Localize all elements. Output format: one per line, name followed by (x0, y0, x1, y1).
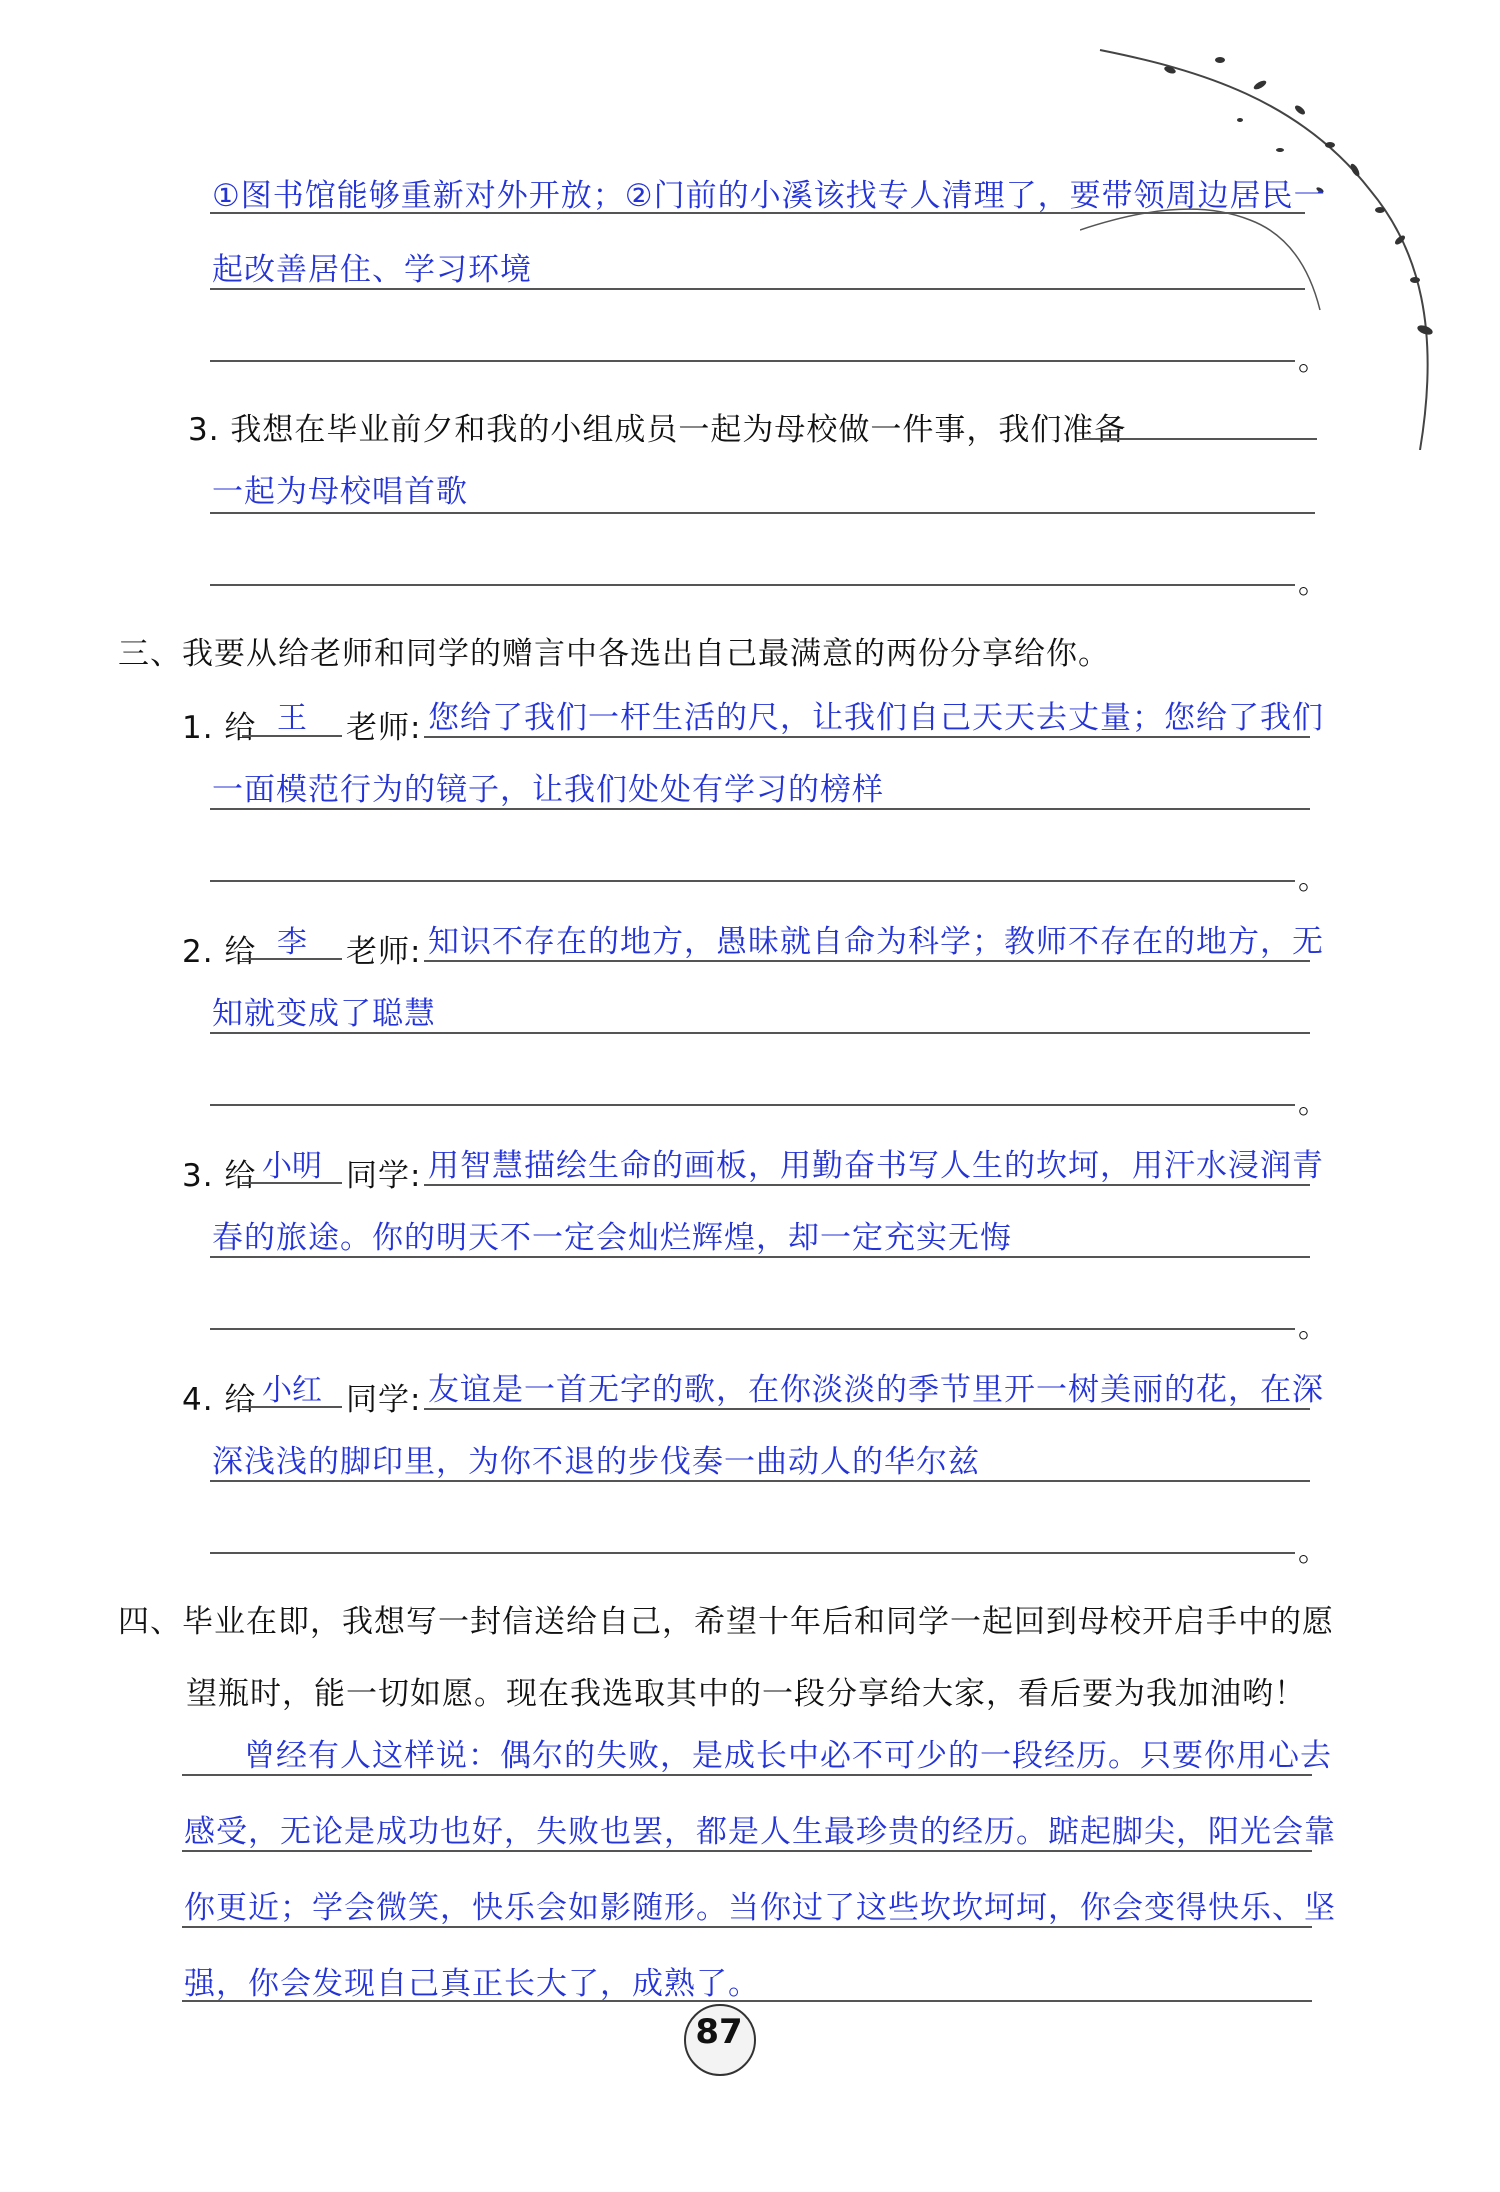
answer-line (210, 360, 1295, 362)
section3-title: 三、我要从给老师和同学的赠言中各选出自己最满意的两份分享给你。 (118, 636, 1110, 672)
answer-line (424, 960, 1310, 962)
section4-title-line1: 四、毕业在即，我想写一封信送给自己，希望十年后和同学一起回到母校开启手中的愿 (118, 1604, 1334, 1640)
answer-line (210, 808, 1310, 810)
item4-number: 4. 给 (182, 1382, 257, 1418)
item4-line1: 友谊是一首无字的歌，在你淡淡的季节里开一树美丽的花，在深 (428, 1372, 1324, 1408)
period-mark: 。 (1298, 1086, 1328, 1121)
period-mark: 。 (1298, 862, 1328, 897)
item4-role: 同学: (346, 1382, 422, 1418)
answer-line (210, 584, 1295, 586)
answer-line (182, 1850, 1312, 1852)
page-number: 87 (695, 2012, 743, 2052)
item1-number: 1. 给 (182, 710, 257, 746)
answer-line (1082, 438, 1317, 440)
item1-line1: 您给了我们一杆生活的尺，让我们自己天天去丈量；您给了我们 (428, 700, 1324, 736)
answer-line (210, 1328, 1295, 1330)
answer-line (210, 880, 1295, 882)
answer-line (210, 512, 1315, 514)
item2-line2: 知就变成了聪慧 (212, 996, 436, 1032)
q3-prompt: 3. 我想在毕业前夕和我的小组成员一起为母校做一件事，我们准备 (188, 412, 1127, 448)
answer-line (210, 212, 1305, 214)
item2-line1: 知识不存在的地方，愚昧就自命为科学；教师不存在的地方，无 (428, 924, 1324, 960)
page-number-badge (672, 2000, 782, 2080)
answer-line (182, 1774, 1312, 1776)
q2-answer-line2: 起改善居住、学习环境 (212, 252, 532, 288)
item4-line2: 深浅浅的脚印里，为你不退的步伐奏一曲动人的华尔兹 (212, 1444, 980, 1480)
letter-line2: 感受，无论是成功也好，失败也罢，都是人生最珍贵的经历。踮起脚尖，阳光会靠 (184, 1814, 1336, 1850)
letter-line3: 你更近；学会微笑，快乐会如影随形。当你过了这些坎坎坷坷，你会变得快乐、坚 (184, 1890, 1336, 1926)
item2-number: 2. 给 (182, 934, 257, 970)
answer-line (424, 736, 1310, 738)
item1-line2: 一面模范行为的镜子，让我们处处有学习的榜样 (212, 772, 884, 808)
letter-line4: 强，你会发现自己真正长大了，成熟了。 (184, 1966, 760, 2002)
item3-line1: 用智慧描绘生命的画板，用勤奋书写人生的坎坷，用汗水浸润青 (428, 1148, 1324, 1184)
corner-leaf-decoration (1080, 30, 1480, 450)
item3-role: 同学: (346, 1158, 422, 1194)
answer-line (210, 1480, 1310, 1482)
period-mark: 。 (1298, 566, 1328, 601)
letter-line1: 曾经有人这样说：偶尔的失败，是成长中必不可少的一段经历。只要你用心去 (244, 1738, 1332, 1774)
period-mark: 。 (1298, 1310, 1328, 1345)
q2-answer-line1: ①图书馆能够重新对外开放；②门前的小溪该找专人清理了，要带领周边居民一 (212, 178, 1326, 214)
answer-line (210, 1552, 1295, 1554)
item1-name: 王 (277, 701, 307, 736)
answer-line (210, 1256, 1310, 1258)
item1-role: 老师: (346, 710, 422, 746)
answer-line (424, 1184, 1310, 1186)
q3-answer: 一起为母校唱首歌 (212, 474, 468, 510)
item2-role: 老师: (346, 934, 422, 970)
item4-name: 小红 (262, 1373, 322, 1408)
item3-number: 3. 给 (182, 1158, 257, 1194)
answer-line (210, 1104, 1295, 1106)
section4-title-line2: 望瓶时，能一切如愿。现在我选取其中的一段分享给大家，看后要为我加油哟！ (186, 1676, 1306, 1712)
answer-line (210, 1032, 1310, 1034)
answer-line (182, 1926, 1312, 1928)
item2-name: 李 (277, 925, 307, 960)
period-mark: 。 (1298, 1534, 1328, 1569)
answer-line (210, 288, 1305, 290)
item3-name: 小明 (262, 1149, 322, 1184)
answer-line (424, 1408, 1310, 1410)
period-mark: 。 (1298, 343, 1328, 378)
item3-line2: 春的旅途。你的明天不一定会灿烂辉煌，却一定充实无悔 (212, 1220, 1012, 1256)
